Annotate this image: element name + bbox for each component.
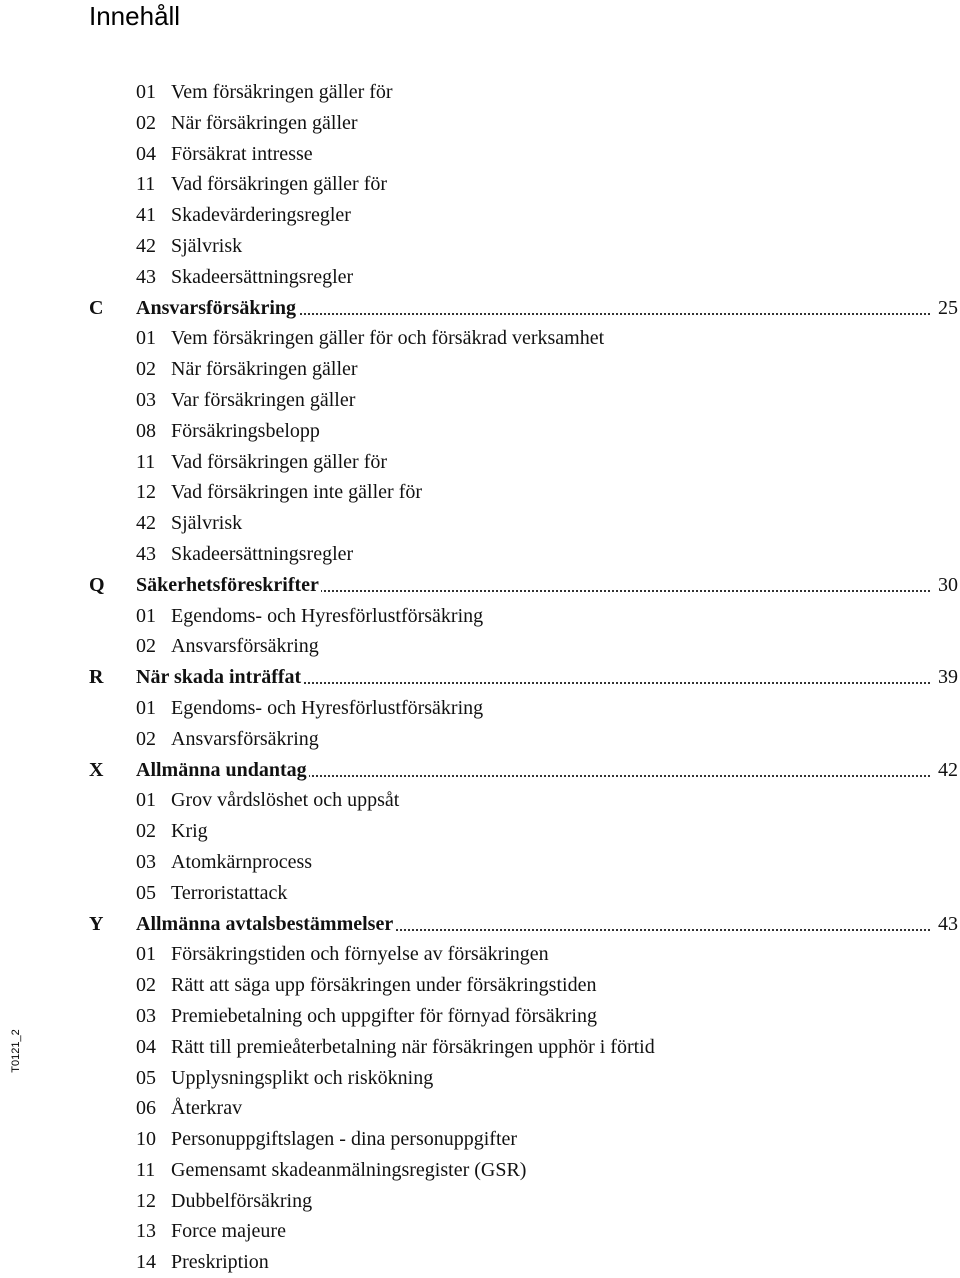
toc-item-text: Preskription — [171, 1251, 269, 1274]
toc-item-text: Försäkringsbelopp — [171, 419, 320, 442]
toc-item-text: Atomkärnprocess — [171, 850, 313, 873]
toc-item — [0, 77, 960, 108]
toc-item — [0, 354, 960, 385]
toc-item — [0, 447, 960, 478]
toc-item-text: Egendoms- och Hyresförlustförsäkring — [171, 604, 484, 627]
toc-item — [0, 1093, 960, 1124]
toc-item-number: 11 — [136, 450, 156, 473]
toc-item-number: 13 — [136, 1220, 156, 1243]
toc-item-text: Självrisk — [171, 512, 243, 535]
toc-item — [0, 323, 960, 354]
toc-section-letter: Y — [89, 912, 104, 935]
toc-item-number: 42 — [136, 234, 156, 257]
toc-item-text: Vad försäkringen inte gäller för — [171, 481, 423, 504]
toc-item — [0, 847, 960, 878]
toc-item-text: Försäkrat intresse — [171, 142, 313, 165]
toc-item — [0, 508, 960, 539]
toc-item — [0, 816, 960, 847]
toc-item — [0, 1247, 960, 1278]
toc-item-number: 41 — [136, 204, 156, 227]
toc-item-number: 04 — [136, 142, 156, 165]
toc-section-letter: Q — [89, 573, 105, 596]
toc-item-number: 02 — [136, 111, 156, 134]
toc-item — [0, 724, 960, 755]
toc-page-number: 39 — [938, 666, 958, 689]
toc-item-text: Premiebetalning och uppgifter för förnyad försäkring — [171, 1004, 597, 1027]
toc-section-title[interactable]: När skada inträffat — [136, 662, 303, 693]
toc-section-row — [0, 909, 960, 940]
toc-item-number: 06 — [136, 1097, 156, 1120]
toc-item — [0, 231, 960, 262]
toc-item-number: 43 — [136, 542, 156, 565]
toc-item-text: Rätt att säga upp försäkringen under försäkringstiden — [171, 974, 597, 997]
toc-page-number: 43 — [938, 912, 958, 935]
toc-section-letter: C — [89, 296, 104, 319]
toc-item-text: Grov vårdslöshet och uppsåt — [171, 789, 400, 812]
toc-section-title[interactable]: Ansvarsförsäkring — [136, 293, 298, 324]
toc-item-text: Force majeure — [171, 1220, 286, 1243]
toc-item-number: 04 — [136, 1035, 156, 1058]
toc-item-text: Personuppgiftslagen - dina personuppgifter — [171, 1128, 518, 1151]
toc-item — [0, 1001, 960, 1032]
toc-section-title[interactable]: Säkerhetsföreskrifter — [136, 570, 321, 601]
toc-item — [0, 939, 960, 970]
toc-section-row — [0, 570, 960, 601]
toc-page-number: 25 — [938, 296, 958, 319]
toc-item — [0, 1032, 960, 1063]
toc-item — [0, 262, 960, 293]
toc-item-number: 12 — [136, 481, 156, 504]
toc-item-text: Terroristattack — [171, 881, 288, 904]
toc-item-number: 01 — [136, 696, 156, 719]
toc-item-number: 02 — [136, 820, 156, 843]
toc-item-text: Var försäkringen gäller — [171, 388, 356, 411]
toc-item-text: Ansvarsförsäkring — [171, 635, 319, 658]
toc-item-text: Upplysningsplikt och riskökning — [171, 1066, 434, 1089]
document-code: T0121_2 — [10, 1029, 22, 1073]
toc-item-text: Vad försäkringen gäller för — [171, 173, 388, 196]
toc-item-number: 03 — [136, 388, 156, 411]
toc-item — [0, 416, 960, 447]
toc-item-number: 14 — [136, 1251, 156, 1274]
toc-item — [0, 108, 960, 139]
toc-item — [0, 385, 960, 416]
toc-item-number: 11 — [136, 1158, 156, 1181]
toc-section-row — [0, 662, 960, 693]
toc-item-number: 03 — [136, 1004, 156, 1027]
toc-item-text: Krig — [171, 820, 208, 843]
toc-item-number: 03 — [136, 850, 156, 873]
toc-item — [0, 200, 960, 231]
toc-item — [0, 878, 960, 909]
toc-item-number: 01 — [136, 943, 156, 966]
toc-item — [0, 1186, 960, 1217]
toc-section-letter: X — [89, 758, 104, 781]
toc-item-number: 01 — [136, 604, 156, 627]
toc-item-text: Vem försäkringen gäller för — [171, 81, 393, 103]
toc-item-number: 42 — [136, 512, 156, 535]
toc-item — [0, 139, 960, 170]
toc-item-number: 02 — [136, 727, 156, 750]
toc-item — [0, 1124, 960, 1155]
toc-item-number: 02 — [136, 358, 156, 381]
toc-section-row — [0, 293, 960, 324]
toc-item-text: Ansvarsförsäkring — [171, 727, 319, 750]
toc-item-number: 12 — [136, 1189, 156, 1212]
toc-item-number: 01 — [136, 789, 156, 812]
toc-item-number: 01 — [136, 81, 156, 103]
toc-item-number: 02 — [136, 974, 156, 997]
toc-item — [0, 693, 960, 724]
toc-item — [0, 1216, 960, 1247]
toc-item-number: 43 — [136, 265, 156, 288]
toc-item-text: Dubbelförsäkring — [171, 1189, 313, 1212]
toc-item — [0, 1155, 960, 1186]
toc-item — [0, 477, 960, 508]
page-title: Innehåll — [89, 1, 181, 31]
toc-item-text: Gemensamt skadeanmälningsregister (GSR) — [171, 1158, 527, 1181]
toc-item-number: 11 — [136, 173, 156, 196]
toc-section-letter: R — [89, 666, 104, 689]
toc-item — [0, 631, 960, 662]
toc-item-text: Självrisk — [171, 234, 243, 257]
toc-section-title[interactable]: Allmänna undantag — [136, 755, 309, 786]
toc-item-text: Försäkringstiden och förnyelse av försäkringen — [171, 943, 549, 966]
table-of-contents — [0, 77, 960, 1278]
toc-item — [0, 970, 960, 1001]
toc-page-number: 42 — [938, 758, 958, 781]
toc-item — [0, 539, 960, 570]
toc-item — [0, 785, 960, 816]
toc-page-number: 30 — [938, 573, 958, 596]
toc-item-number: 10 — [136, 1128, 156, 1151]
toc-section-title[interactable]: Allmänna avtalsbestämmelser — [136, 909, 395, 940]
toc-item-text: Egendoms- och Hyresförlustförsäkring — [171, 696, 484, 719]
toc-item — [0, 601, 960, 632]
toc-item-text: Återkrav — [171, 1097, 243, 1120]
toc-item-number: 02 — [136, 635, 156, 658]
toc-item-text: Skadeersättningsregler — [171, 542, 354, 565]
toc-item — [0, 169, 960, 200]
toc-section-row — [0, 755, 960, 786]
toc-item-number: 05 — [136, 881, 156, 904]
toc-item-text: Skadeersättningsregler — [171, 265, 354, 288]
toc-item-number: 05 — [136, 1066, 156, 1089]
toc-item — [0, 1063, 960, 1094]
toc-item-text: Rätt till premieåterbetalning när försäkringen upphör i förtid — [171, 1035, 655, 1058]
toc-item-text: Skadevärderingsregler — [171, 204, 351, 227]
toc-item-text: Vad försäkringen gäller för — [171, 450, 388, 473]
toc-item-text: När försäkringen gäller — [171, 111, 358, 134]
toc-item-number: 08 — [136, 419, 156, 442]
toc-item-text: När försäkringen gäller — [171, 358, 358, 381]
toc-item-number: 01 — [136, 327, 156, 350]
toc-item-text: Vem försäkringen gäller för och försäkrad verksamhet — [171, 327, 605, 350]
